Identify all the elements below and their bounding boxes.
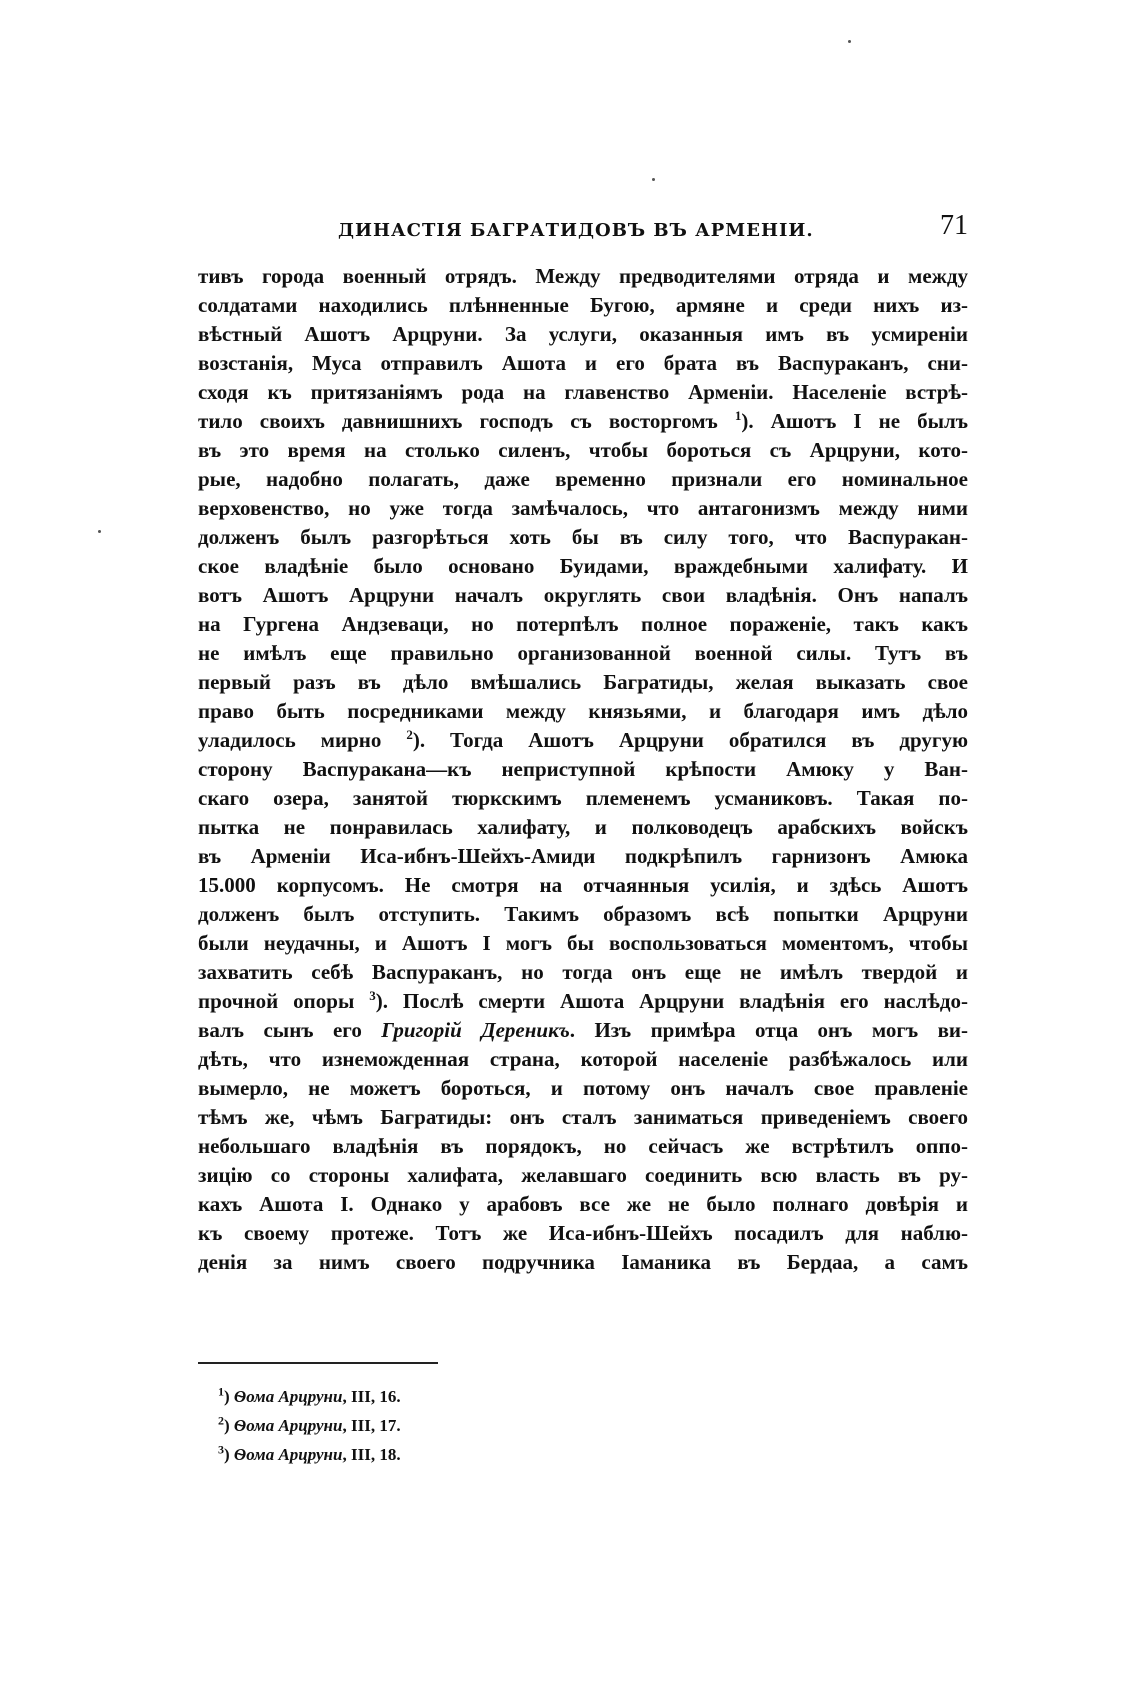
text-fragment: ). Тогда Ашотъ Арцруни обратился въ другую: [412, 728, 969, 752]
text-line: захватить себѣ Васпураканъ, но тогда онъ еще не имѣлъ твердой и: [198, 960, 968, 984]
footnote: $^1$) Ѳома Арцруни, III, 16.: [218, 1384, 401, 1406]
italic-name: Григорій Дереникъ: [381, 1018, 570, 1042]
text-line: солдатами находились плѣнненные Бугою, армяне и среди нихъ из-: [198, 293, 968, 317]
text-line: первый разъ въ дѣло вмѣшались Багратиды, желая выказать свое: [198, 670, 968, 694]
body-text: [198, 262, 968, 1277]
footnote-mark: 2: [218, 1413, 224, 1428]
text-line: рые, надобно полагать, даже временно признали его номинальное: [198, 467, 968, 491]
text-fragment: валъ сынъ его: [198, 1018, 382, 1042]
text-fragment: тило своихъ давнишнихъ господъ съ восторгомъ: [198, 409, 735, 433]
text-line: [198, 407, 968, 436]
text-line: пытка не понравилась халифату, и полководецъ арабскихъ войскъ: [198, 815, 968, 839]
text-line: [198, 1016, 968, 1045]
footnote-reference: 3: [369, 988, 376, 1003]
text-fragment: прочной опоры: [198, 989, 370, 1013]
footnote-author: Ѳома Арцруни: [233, 1416, 343, 1435]
text-line: вѣстный Ашотъ Арцруни. За услуги, оказанныя имъ въ усмиреніи: [198, 322, 968, 346]
text-line: сторону Васпуракана—къ неприступной крѣпости Амюку у Ван-: [198, 757, 968, 781]
text-line: не имѣлъ еще правильно организованной военной силы. Тутъ въ: [198, 641, 968, 665]
text-line: на Гургена Андзеваци, но потерпѣлъ полное пораженіе, такъ какъ: [198, 612, 968, 636]
text-line: въ это время на столько силенъ, чтобы бороться съ Арцруни, кото-: [198, 438, 968, 462]
text-line: сходя къ притязаніямъ рода на главенство Арменіи. Населеніе встрѣ-: [198, 380, 968, 404]
footnote-mark: 3: [218, 1442, 224, 1457]
footnote-citation: , III, 16.: [342, 1387, 401, 1406]
text-line: въ Арменіи Иса-ибнъ-Шейхъ-Амиди подкрѣпилъ гарнизонъ Амюка: [198, 844, 968, 868]
text-line: къ своему протеже. Тотъ же Иса-ибнъ-Шейхъ посадилъ для наблю-: [198, 1221, 968, 1245]
page-header: [198, 210, 968, 250]
footnote-separator: [198, 1362, 438, 1364]
text-line: долженъ былъ отступить. Такимъ образомъ всѣ попытки Арцруни: [198, 902, 968, 926]
footnote-author: Ѳома Арцруни: [233, 1387, 343, 1406]
footnote: $^2$) Ѳома Арцруни, III, 17.: [218, 1413, 401, 1435]
footnote-author: Ѳома Арцруни: [233, 1445, 343, 1464]
text-line: зицію со стороны халифата, желавшаго соединить всю власть въ ру-: [198, 1163, 968, 1187]
text-line: скаго озера, занятой тюркскимъ племенемъ усманиковъ. Такая по-: [198, 786, 968, 810]
print-speck: [848, 40, 851, 43]
print-speck: [98, 530, 101, 533]
page-number: 71: [940, 210, 968, 241]
text-line: тѣмъ же, чѣмъ Багратиды: онъ сталъ заниматься приведеніемъ своего: [198, 1105, 968, 1129]
text-line: [198, 726, 968, 755]
text-line: дѣть, что изнеможденная страна, которой населеніе разбѣжалось или: [198, 1047, 968, 1071]
text-line: были неудачны, и Ашотъ I могъ бы воспользоваться моментомъ, чтобы: [198, 931, 968, 955]
footnote-reference: 2: [406, 727, 413, 742]
text-line: денія за нимъ своего подручника Іаманика въ Бердаа, а самъ: [198, 1250, 968, 1274]
text-line: кахъ Ашота I. Однако у арабовъ все же не было полнаго довѣрія и: [198, 1192, 968, 1216]
text-line: ское владѣніе было основано Буидами, враждебными халифату. И: [198, 554, 968, 578]
footnote-mark: 1: [218, 1384, 224, 1399]
text-line: верховенство, но уже тогда замѣчалось, что антагонизмъ между ними: [198, 496, 968, 520]
text-fragment: . Изъ примѣра отца онъ могъ ви-: [569, 1018, 968, 1042]
footnote: $^3$) Ѳома Арцруни, III, 18.: [218, 1442, 401, 1464]
text-line: вымерло, не можетъ бороться, и потому онъ началъ свое правленіе: [198, 1076, 968, 1100]
text-line: небольшаго владѣнія въ порядокъ, но сейчасъ же встрѣтилъ оппо-: [198, 1134, 968, 1158]
print-speck: [652, 178, 655, 181]
text-line: вотъ Ашотъ Арцруни началъ округлять свои владѣнія. Онъ напалъ: [198, 583, 968, 607]
text-line: 15.000 корпусомъ. Не смотря на отчаянныя усилія, и здѣсь Ашотъ: [198, 873, 968, 897]
text-fragment: уладилось мирно: [198, 728, 407, 752]
footnotes: [218, 1382, 718, 1469]
text-line: [198, 987, 968, 1016]
footnote-citation: , III, 17.: [342, 1416, 401, 1435]
running-head: ДИНАСТІЯ БАГРАТИДОВЪ ВЪ АРМЕНІИ.: [338, 220, 814, 241]
text-fragment: ). Послѣ смерти Ашота Арцруни владѣнія его наслѣдо-: [375, 989, 968, 1013]
footnote-citation: , III, 18.: [342, 1445, 401, 1464]
text-line: право быть посредниками между князьями, и благодаря имъ дѣло: [198, 699, 968, 723]
text-line: возстанія, Муса отправилъ Ашота и его брата въ Васпураканъ, сни-: [198, 351, 968, 375]
footnote-reference: 1: [734, 408, 742, 423]
text-line: долженъ былъ разгорѣться хоть бы въ силу того, что Васпуракан-: [198, 525, 968, 549]
text-fragment: ). Ашотъ I не былъ: [741, 409, 969, 433]
text-line: тивъ города военный отрядъ. Между предводителями отряда и между: [198, 264, 968, 288]
